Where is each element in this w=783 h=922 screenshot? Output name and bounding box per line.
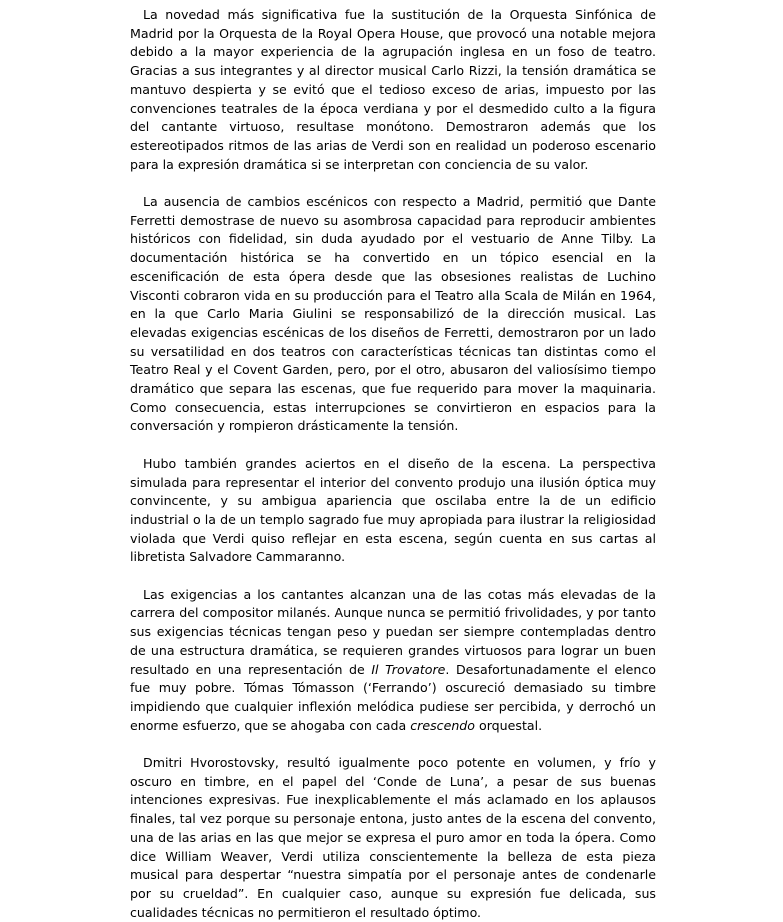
italic-text-run: Il Trovatore xyxy=(371,661,446,677)
text-run: Las exigencias a los cantantes alcanzan una de las cotas más elevadas de la carrera del compositor milanés. Aunque nunca se permitió frivolidades, y por tanto sus exigencias técnicas tengan peso y puedan ser siempre contempladas dentro de una estructura dramática, se requieren grandes virtuosos para lograr un buen resultado en una representación de xyxy=(130,586,656,677)
article-paragraph xyxy=(130,586,656,736)
article-paragraph xyxy=(130,455,656,567)
italic-text-run: crescendo xyxy=(410,717,475,733)
text-run: orquestal. xyxy=(475,717,543,733)
text-run: La ausencia de cambios escénicos con respecto a Madrid, permitió que Dante Ferretti demostrase de nuevo su asombrosa capacidad para reproducir ambientes históricos con fidelidad, sin duda ayudado por el vestuario de Anne Tilby. La documentación histórica se ha convertido en un tópico esencial en la escenificación de esta ópera desde que las obsesiones realistas de Luchino Visconti cobraron vida en su producción para el Teatro alla Scala de Milán en 1964, en la que Carlo Maria Giulini se responsabilizó de la dirección musical. Las elevadas exigencias escénicas de los diseños de Ferretti, demostraron por un lado su versatilidad en dos teatros con características técnicas tan distintas como el Teatro Real y el Covent Garden, pero, por el otro, abusaron del valiosísimo tiempo dramático que separa las escenas, que fue requerido para mover la maquinaria. Como consecuencia, estas interrupciones se convirtieron en espacios para la conversación y rompieron drásticamente la tensión. xyxy=(130,194,656,434)
article-paragraph xyxy=(130,193,656,436)
article-paragraph xyxy=(130,6,656,174)
article-paragraph xyxy=(130,754,656,922)
text-run: La novedad más significativa fue la sustitución de la Orquesta Sinfónica de Madrid por la Orquesta de la Royal Opera House, que provocó una notable mejora debido a la mayor experiencia de la agrupación inglesa en un foso de teatro. Gracias a sus integrantes y al director musical Carlo Rizzi, la tensión dramática se mantuvo despierta y se evitó que el tedioso exceso de arias, impuesto por las convenciones teatrales de la época verdiana y por el desmedido culto a la figura del cantante virtuoso, resultase monótono. Demostraron además que los estereotipados ritmos de las arias de Verdi son en realidad un poderoso escenario para la expresión dramática si se interpretan con conciencia de su valor. xyxy=(130,7,656,172)
text-run: Hubo también grandes aciertos en el diseño de la escena. La perspectiva simulada para representar el interior del convento produjo una ilusión óptica muy convincente, y su ambigua apariencia que oscilaba entre la de un edificio industrial o la de un templo sagrado fue muy apropiada para ilustrar la religiosidad violada que Verdi quiso reflejar en esta escena, según cuenta en sus cartas al libretista Salvadore Cammaranno. xyxy=(130,455,656,565)
text-run: Dmitri Hvorostovsky, resultó igualmente poco potente en volumen, y frío y oscuro en timbre, en el papel del ‘Conde de Luna’, a pesar de sus buenas intenciones expresivas. Fue inexplicablemente el más aclamado en los aplausos finales, tal vez porque su personaje entona, justo antes de la escena del convento, una de las arias en las que mejor se expresa el puro amor en toda la ópera. Como dice William Weaver, Verdi utiliza conscientemente la belleza de esta pieza musical para despertar “nuestra simpatía por el personaje antes de condenarle por su crueldad”. En cualquier caso, aunque su expresión fue delicada, sus cualidades técnicas no permitieron el resultado óptimo. xyxy=(130,755,656,920)
article-body xyxy=(130,6,656,922)
text-run: . Desafortunadamente el elenco fue muy pobre. Tómas Tómasson (‘Ferrando’) oscureció demasiado su timbre impidiendo que cualquier inflexión melódica pudiese ser percibida, y derrochó un enorme esfuerzo, que se ahogaba con cada xyxy=(130,661,656,733)
